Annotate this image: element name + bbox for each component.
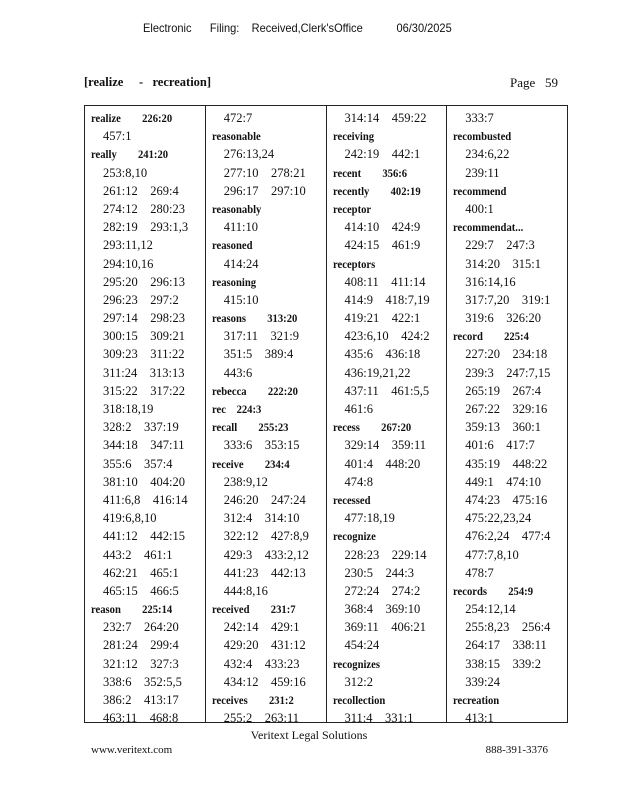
index-reference: 277:10 278:21 (223, 165, 306, 180)
index-reference: 441:23 442:13 (223, 565, 306, 580)
index-reference: 311:24 313:13 (103, 365, 185, 380)
index-reference: 239:3 247:7,15 (465, 365, 551, 380)
index-reference: 296:23 297:2 (103, 292, 179, 307)
index-reference: 242:19 442:1 (344, 147, 421, 162)
index-term: recollection (332, 693, 385, 707)
index-term: recombusted (453, 129, 512, 144)
index-reference: 474:8 (344, 474, 373, 489)
index-term: recognize (332, 529, 376, 544)
index-reference: 414:24 (223, 256, 259, 271)
index-reference: 314:14 459:22 (344, 111, 427, 125)
index-column-4 (447, 106, 567, 722)
index-reference: 314:20 315:1 (465, 256, 541, 271)
index-term: records 254:9 (453, 583, 534, 598)
index-reference: 368:4 369:10 (344, 602, 421, 617)
index-reference: 424:15 461:9 (344, 238, 421, 253)
index-reference: 227:20 234:18 (465, 347, 548, 362)
index-term: rec 224:3 (211, 402, 262, 416)
index-term: reasonable (211, 129, 261, 144)
index-reference: 386:2 413:17 (103, 693, 179, 707)
index-reference: 441:12 442:15 (103, 529, 185, 544)
index-reference: 414:10 424:9 (344, 220, 421, 235)
index-reference: 238:9,12 (223, 474, 268, 489)
page-number (510, 75, 558, 91)
index-reference: 230:5 244:3 (344, 565, 414, 580)
page-number-value: 59 (545, 75, 558, 90)
index-reference: 264:17 338:11 (465, 638, 547, 653)
index-term: receives 231:2 (211, 693, 294, 707)
index-reference: 414:9 418:7,19 (344, 292, 430, 307)
index-term: recreation (453, 693, 500, 707)
index-reference: 294:10,16 (103, 256, 154, 271)
index-range-header: [realize - recreation] (84, 75, 212, 89)
index-reference: 423:6,10 424:2 (344, 329, 430, 344)
electronic-filing-stamp: Electronic Filing: Received,Clerk'sOffice 06/30/2025 (143, 21, 452, 35)
index-reference: 255:2 263:11 (223, 711, 299, 722)
index-reference: 443:2 461:1 (103, 547, 173, 562)
index-reference: 300:15 309:21 (103, 329, 185, 344)
index-reference: 454:24 (344, 638, 380, 653)
index-reference: 312:4 314:10 (223, 511, 300, 526)
index-reference: 338:15 339:2 (465, 656, 541, 671)
index-reference: 415:10 (223, 292, 259, 307)
index-reference: 234:6,22 (465, 147, 510, 162)
index-term: reasonably (211, 201, 262, 216)
index-reference: 297:14 298:23 (103, 311, 185, 326)
index-reference: 267:22 329:16 (465, 402, 548, 416)
index-reference: 400:1 (465, 201, 494, 216)
index-reference: 413:1 (465, 711, 494, 722)
footer-website: www.veritext.com (91, 744, 173, 756)
index-reference: 344:18 347:11 (103, 438, 185, 453)
index-reference: 435:6 436:18 (344, 347, 421, 362)
index-reference: 436:19,21,22 (344, 365, 411, 380)
index-reference: 333:6 353:15 (223, 438, 300, 453)
index-reference: 477:18,19 (344, 511, 395, 526)
index-reference: 329:14 359:11 (344, 438, 426, 453)
index-reference: 253:8,10 (103, 165, 148, 180)
index-reference: 328:2 337:19 (103, 420, 179, 435)
index-term: receiving (332, 129, 374, 144)
index-reference: 429:20 431:12 (223, 638, 306, 653)
index-reference: 472:7 (223, 111, 253, 125)
index-column-1 (85, 106, 206, 722)
index-reference: 474:23 475:16 (465, 492, 548, 507)
index-reference: 411:6,8 416:14 (103, 492, 188, 507)
index-reference: 322:12 427:8,9 (223, 529, 309, 544)
index-reference: 317:11 321:9 (223, 329, 299, 344)
index-reference: 411:10 (223, 220, 259, 235)
index-reference: 419:21 422:1 (344, 311, 421, 326)
index-reference: 242:14 429:1 (223, 620, 300, 635)
index-reference: 274:12 280:23 (103, 201, 185, 216)
index-reference: 315:22 317:22 (103, 383, 185, 398)
index-reference: 309:23 311:22 (103, 347, 185, 362)
index-reference: 254:12,14 (465, 602, 516, 617)
index-reference: 232:7 264:20 (103, 620, 179, 635)
index-reference: 475:22,23,24 (465, 511, 532, 526)
index-reference: 381:10 404:20 (103, 474, 185, 489)
index-reference: 461:6 (344, 402, 373, 416)
index-reference: 311:4 331:1 (344, 711, 414, 722)
index-term: recess 267:20 (332, 420, 411, 435)
index-reference: 296:17 297:10 (223, 183, 306, 198)
index-reference: 295:20 296:13 (103, 274, 185, 289)
index-reference: 282:19 293:1,3 (103, 220, 189, 235)
index-reference: 338:6 352:5,5 (103, 674, 182, 689)
index-term: realize 226:20 (91, 111, 173, 125)
footer-company: Veritext Legal Solutions (250, 728, 368, 742)
index-reference: 228:23 229:14 (344, 547, 427, 562)
index-reference: 432:4 433:23 (223, 656, 300, 671)
index-reference: 369:11 406:21 (344, 620, 426, 635)
index-reference: 246:20 247:24 (223, 492, 306, 507)
index-reference: 419:6,8,10 (103, 511, 157, 526)
index-reference: 321:12 327:3 (103, 656, 179, 671)
index-reference: 478:7 (465, 565, 494, 580)
index-column-3 (327, 106, 448, 722)
index-reference: 351:5 389:4 (223, 347, 294, 362)
index-reference: 457:1 (103, 129, 132, 144)
index-reference: 333:7 (465, 111, 494, 125)
index-reference: 355:6 357:4 (103, 456, 173, 471)
index-reference: 317:7,20 319:1 (465, 292, 551, 307)
index-reference: 276:13,24 (223, 147, 275, 162)
index-reference: 462:21 465:1 (103, 565, 179, 580)
page-label: Page (509, 75, 536, 90)
index-reference: 434:12 459:16 (223, 674, 306, 689)
index-reference: 339:24 (465, 674, 500, 689)
index-column-2 (206, 106, 327, 722)
index-term: reasoning (211, 274, 256, 289)
index-reference: 437:11 461:5,5 (344, 383, 430, 398)
index-term: recently 402:19 (332, 183, 421, 198)
index-term: recommend (453, 183, 507, 198)
index-reference: 449:1 474:10 (465, 474, 541, 489)
index-reference: 444:8,16 (223, 583, 268, 598)
index-reference: 359:13 360:1 (465, 420, 541, 435)
index-reference: 318:18,19 (103, 402, 154, 416)
index-reference: 272:24 274:2 (344, 583, 421, 598)
index-term: recent 356:6 (332, 165, 407, 180)
index-reference: 229:7 247:3 (465, 238, 535, 253)
index-reference: 239:11 (465, 165, 500, 180)
index-term: recessed (332, 492, 371, 507)
index-term: receptors (332, 256, 375, 271)
index-term: reasons 313:20 (211, 311, 298, 326)
index-term: recall 255:23 (211, 420, 289, 435)
index-reference: 408:11 411:14 (344, 274, 426, 289)
word-index-table (84, 105, 568, 723)
index-reference: 316:14,16 (465, 274, 516, 289)
index-term: rebecca 222:20 (211, 383, 298, 398)
index-reference: 435:19 448:22 (465, 456, 548, 471)
index-reference: 429:3 433:2,12 (223, 547, 309, 562)
index-reference: 476:2,24 477:4 (465, 529, 551, 544)
index-reference: 401:4 448:20 (344, 456, 421, 471)
index-term: recognizes (332, 656, 380, 671)
index-reference: 477:7,8,10 (465, 547, 519, 562)
index-reference: 401:6 417:7 (465, 438, 535, 453)
index-term: reasoned (211, 238, 253, 253)
index-reference: 293:11,12 (103, 238, 153, 253)
index-reference: 312:2 (344, 674, 373, 689)
footer-phone: 888-391-3376 (485, 744, 548, 756)
index-reference: 319:6 326:20 (465, 311, 541, 326)
index-term: recommendat... (453, 220, 524, 235)
index-term: record 225:4 (453, 329, 530, 344)
index-term: received 231:7 (211, 602, 296, 617)
index-term: reason 225:14 (91, 602, 173, 617)
index-term: receptor (332, 201, 371, 216)
index-reference: 465:15 466:5 (103, 583, 179, 598)
index-reference: 443:6 (223, 365, 253, 380)
index-reference: 463:11 468:8 (103, 711, 179, 722)
index-reference: 261:12 269:4 (103, 183, 179, 198)
index-term: receive 234:4 (211, 456, 290, 471)
index-reference: 265:19 267:4 (465, 383, 541, 398)
index-reference: 255:8,23 256:4 (465, 620, 551, 635)
index-term: really 241:20 (91, 147, 169, 162)
index-reference: 281:24 299:4 (103, 638, 179, 653)
